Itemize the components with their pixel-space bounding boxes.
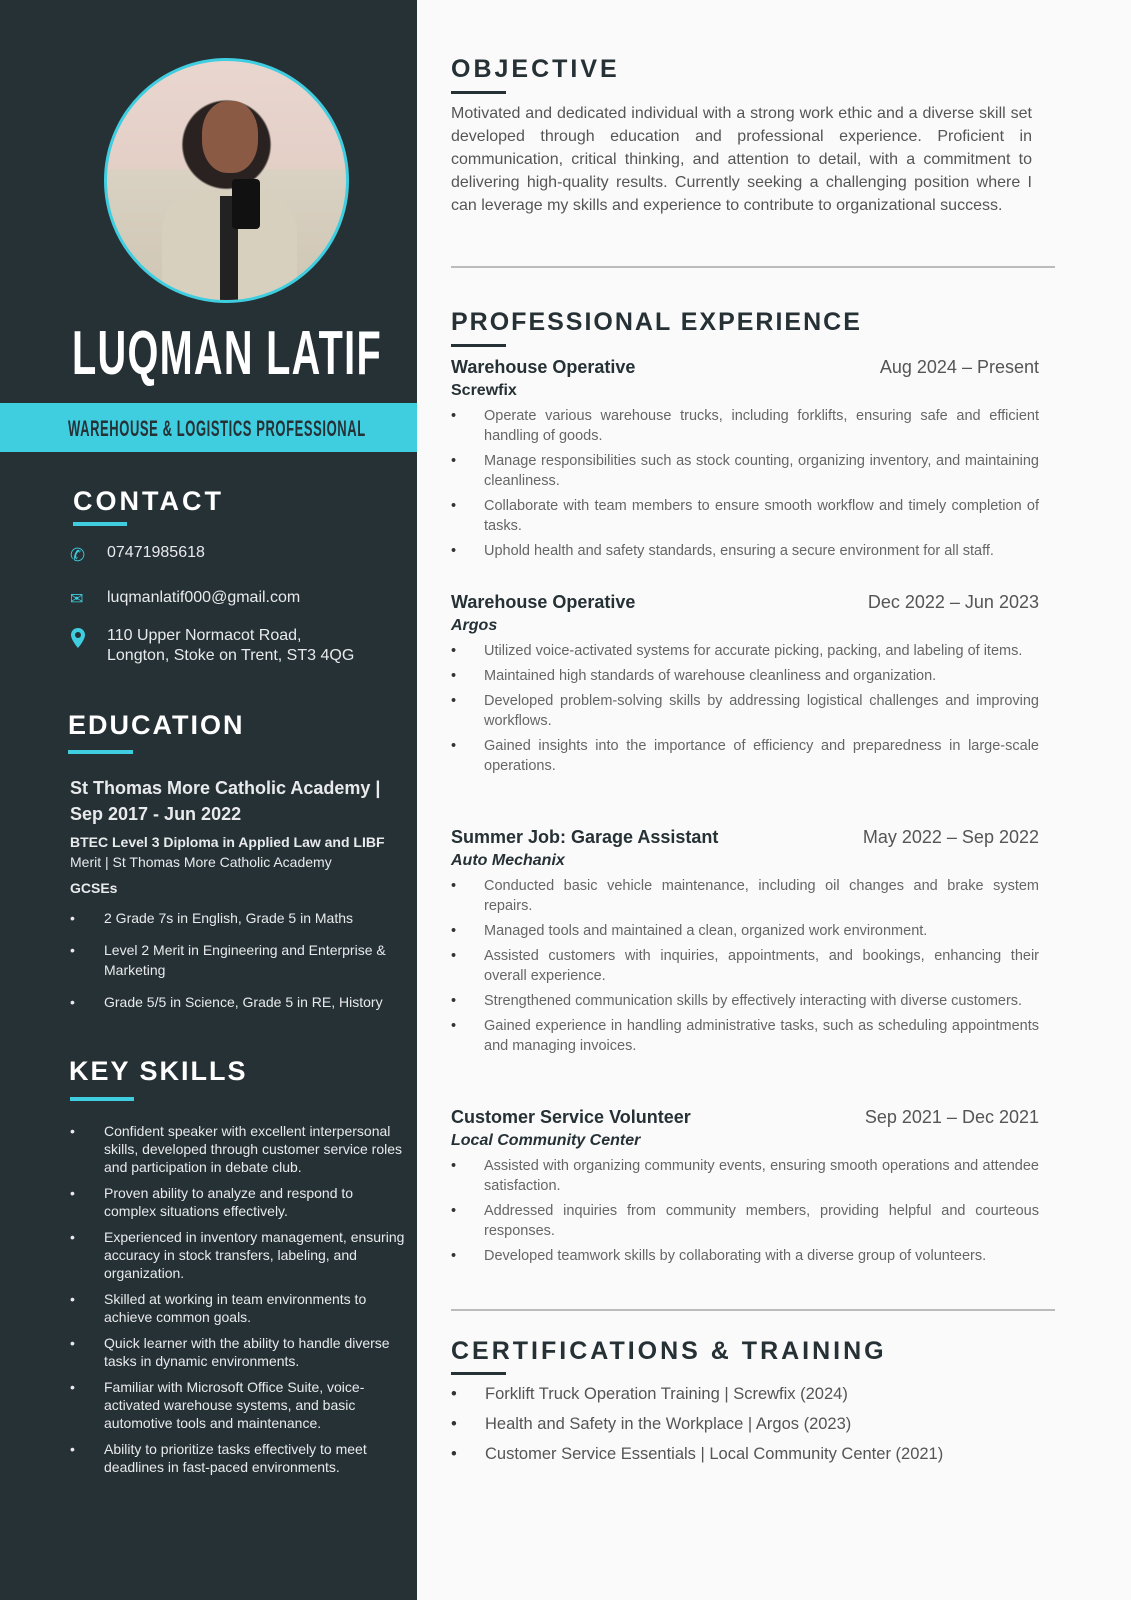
job-bullets — [451, 1156, 1039, 1266]
job-dates: Dec 2022 – Jun 2023 — [867, 592, 1039, 612]
contact-heading: CONTACT — [73, 486, 224, 516]
heading-underline — [451, 91, 506, 94]
job-entry — [451, 1107, 1039, 1271]
objective-heading: OBJECTIVE — [451, 55, 620, 83]
skill-item: • Experienced in inventory management, ensuring accuracy in stock transfers, labeling, and organization. — [70, 1228, 405, 1282]
skills-list — [70, 1122, 405, 1484]
job-bullet: • Manage responsibilities such as stock counting, organizing inventory, and maintaining cleanliness. — [451, 451, 1039, 491]
school-entry — [70, 775, 405, 827]
job-bullet: • Strengthened communication skills by effectively interacting with diverse customers. — [451, 991, 1039, 1011]
job-bullet: • Assisted customers with inquiries, appointments, and bookings, enhancing their overall experience. — [451, 946, 1039, 986]
job-bullet: • Developed teamwork skills by collaborating with a diverse group of volunteers. — [451, 1246, 1039, 1266]
gcse-item: • Level 2 Merit in Engineering and Enterprise & Marketing — [70, 940, 405, 980]
job-bullets — [451, 641, 1039, 776]
divider — [451, 266, 1055, 268]
phone-icon: ✆ — [70, 545, 86, 565]
divider — [451, 1309, 1055, 1311]
profile-photo — [104, 58, 349, 303]
skill-item: • Quick learner with the ability to handle diverse tasks in dynamic environments. — [70, 1334, 405, 1370]
address — [107, 626, 354, 666]
job-dates: Aug 2024 – Present — [879, 357, 1039, 377]
skill-item: • Proven ability to analyze and respond to complex situations effectively. — [70, 1184, 405, 1220]
job-company: Screwfix — [451, 382, 517, 399]
job-bullets — [451, 406, 1039, 561]
job-bullet: • Maintained high standards of warehouse cleanliness and organization. — [451, 666, 1039, 686]
certifications-heading: CERTIFICATIONS & TRAINING — [451, 1337, 887, 1365]
job-bullet: • Addressed inquiries from community members, providing helpful and courteous responses. — [451, 1201, 1039, 1241]
candidate-name: LUQMAN LATIF — [72, 319, 382, 388]
job-bullet: • Collaborate with team members to ensure smooth workflow and timely completion of tasks. — [451, 496, 1039, 536]
job-bullets — [451, 876, 1039, 1056]
phone-number[interactable]: 07471985618 — [107, 544, 205, 561]
address-line-2: Longton, Stoke on Trent, ST3 4QG — [107, 647, 355, 664]
job-title: Warehouse Operative — [451, 592, 636, 612]
job-bullet: • Developed problem-solving skills by addressing logistical challenges and improving workflows. — [451, 691, 1039, 731]
job-bullet: • Gained insights into the importance of efficiency and preparedness in large-scale operations. — [451, 736, 1039, 776]
school-name: St Thomas More Catholic Academy | — [70, 778, 381, 798]
skill-item: • Ability to prioritize tasks effectively to meet deadlines in fast-paced environments. — [70, 1440, 405, 1476]
education-heading: EDUCATION — [68, 710, 245, 740]
gcse-item: • 2 Grade 7s in English, Grade 5 in Maths — [70, 908, 405, 928]
certifications-list — [451, 1384, 943, 1474]
job-bullet: • Operate various warehouse trucks, including forklifts, ensuring safe and efficient handling of goods. — [451, 406, 1039, 446]
job-title: Summer Job: Garage Assistant — [451, 827, 719, 847]
job-title: Warehouse Operative — [451, 357, 636, 377]
job-entry — [451, 827, 1039, 1061]
job-bullet: • Utilized voice-activated systems for accurate picking, packing, and labeling of items. — [451, 641, 1039, 661]
job-bullet: • Managed tools and maintained a clean, organized work environment. — [451, 921, 1039, 941]
certification-item: • Forklift Truck Operation Training | Screwfix (2024) — [451, 1384, 943, 1404]
skill-item: • Skilled at working in team environments to achieve common goals. — [70, 1290, 405, 1326]
job-bullet: • Assisted with organizing community events, ensuring smooth operations and attendee satisfaction. — [451, 1156, 1039, 1196]
gcse-item: • Grade 5/5 in Science, Grade 5 in RE, History — [70, 992, 405, 1012]
certification-item: • Customer Service Essentials | Local Community Center (2021) — [451, 1444, 943, 1464]
job-dates: May 2022 – Sep 2022 — [862, 827, 1039, 847]
mail-icon: ✉ — [70, 591, 84, 608]
job-company: Argos — [451, 617, 498, 634]
job-dates: Sep 2021 – Dec 2021 — [864, 1107, 1039, 1127]
job-entry — [451, 357, 1039, 566]
qualification-detail: Merit | St Thomas More Catholic Academy — [70, 854, 332, 870]
job-title: WAREHOUSE & LOGISTICS PROFESSIONAL — [68, 416, 366, 441]
skill-item: • Familiar with Microsoft Office Suite, voice-activated warehouse systems, and basic automotive tools and maintenance. — [70, 1378, 405, 1432]
certification-item: • Health and Safety in the Workplace | Argos (2023) — [451, 1414, 943, 1434]
sidebar — [0, 0, 417, 1600]
job-title: Customer Service Volunteer — [451, 1107, 691, 1127]
qualification: BTEC Level 3 Diploma in Applied Law and LIBF — [70, 834, 385, 850]
job-bullet: • Conducted basic vehicle maintenance, including oil changes and brake system repairs. — [451, 876, 1039, 916]
skill-item: • Confident speaker with excellent interpersonal skills, developed through customer service roles and participation in debate club. — [70, 1122, 405, 1176]
email-address[interactable]: luqmanlatif000@gmail.com — [107, 589, 301, 606]
heading-underline — [451, 344, 506, 347]
experience-heading: PROFESSIONAL EXPERIENCE — [451, 308, 862, 336]
job-bullet: • Uphold health and safety standards, ensuring a secure environment for all staff. — [451, 541, 1039, 561]
location-pin-icon — [71, 628, 85, 648]
key-skills-heading: KEY SKILLS — [69, 1056, 248, 1086]
job-bullet: • Gained experience in handling administrative tasks, such as scheduling appointments and managing invoices. — [451, 1016, 1039, 1056]
heading-underline — [70, 1097, 134, 1101]
gcses-label: GCSEs — [70, 880, 118, 896]
gcse-list — [70, 908, 405, 1020]
objective-text: Motivated and dedicated individual with a strong work ethic and a diverse skill set developed through education and professional experience. Proficient in communication, critical thinking, and attention to detail, with a commitment to delivering high-quality results. Currently seeking a challenging position where I can leverage my skills and experience to contribute to organizational success. — [451, 105, 1032, 214]
job-company: Auto Mechanix — [451, 852, 565, 869]
heading-underline — [451, 1372, 506, 1375]
address-line-1: 110 Upper Normacot Road, — [107, 627, 302, 644]
job-company: Local Community Center — [451, 1132, 641, 1149]
heading-underline — [73, 522, 127, 526]
title-banner — [0, 403, 417, 452]
heading-underline — [68, 750, 133, 754]
job-entry — [451, 592, 1039, 781]
school-dates: Sep 2017 - Jun 2022 — [70, 804, 242, 824]
